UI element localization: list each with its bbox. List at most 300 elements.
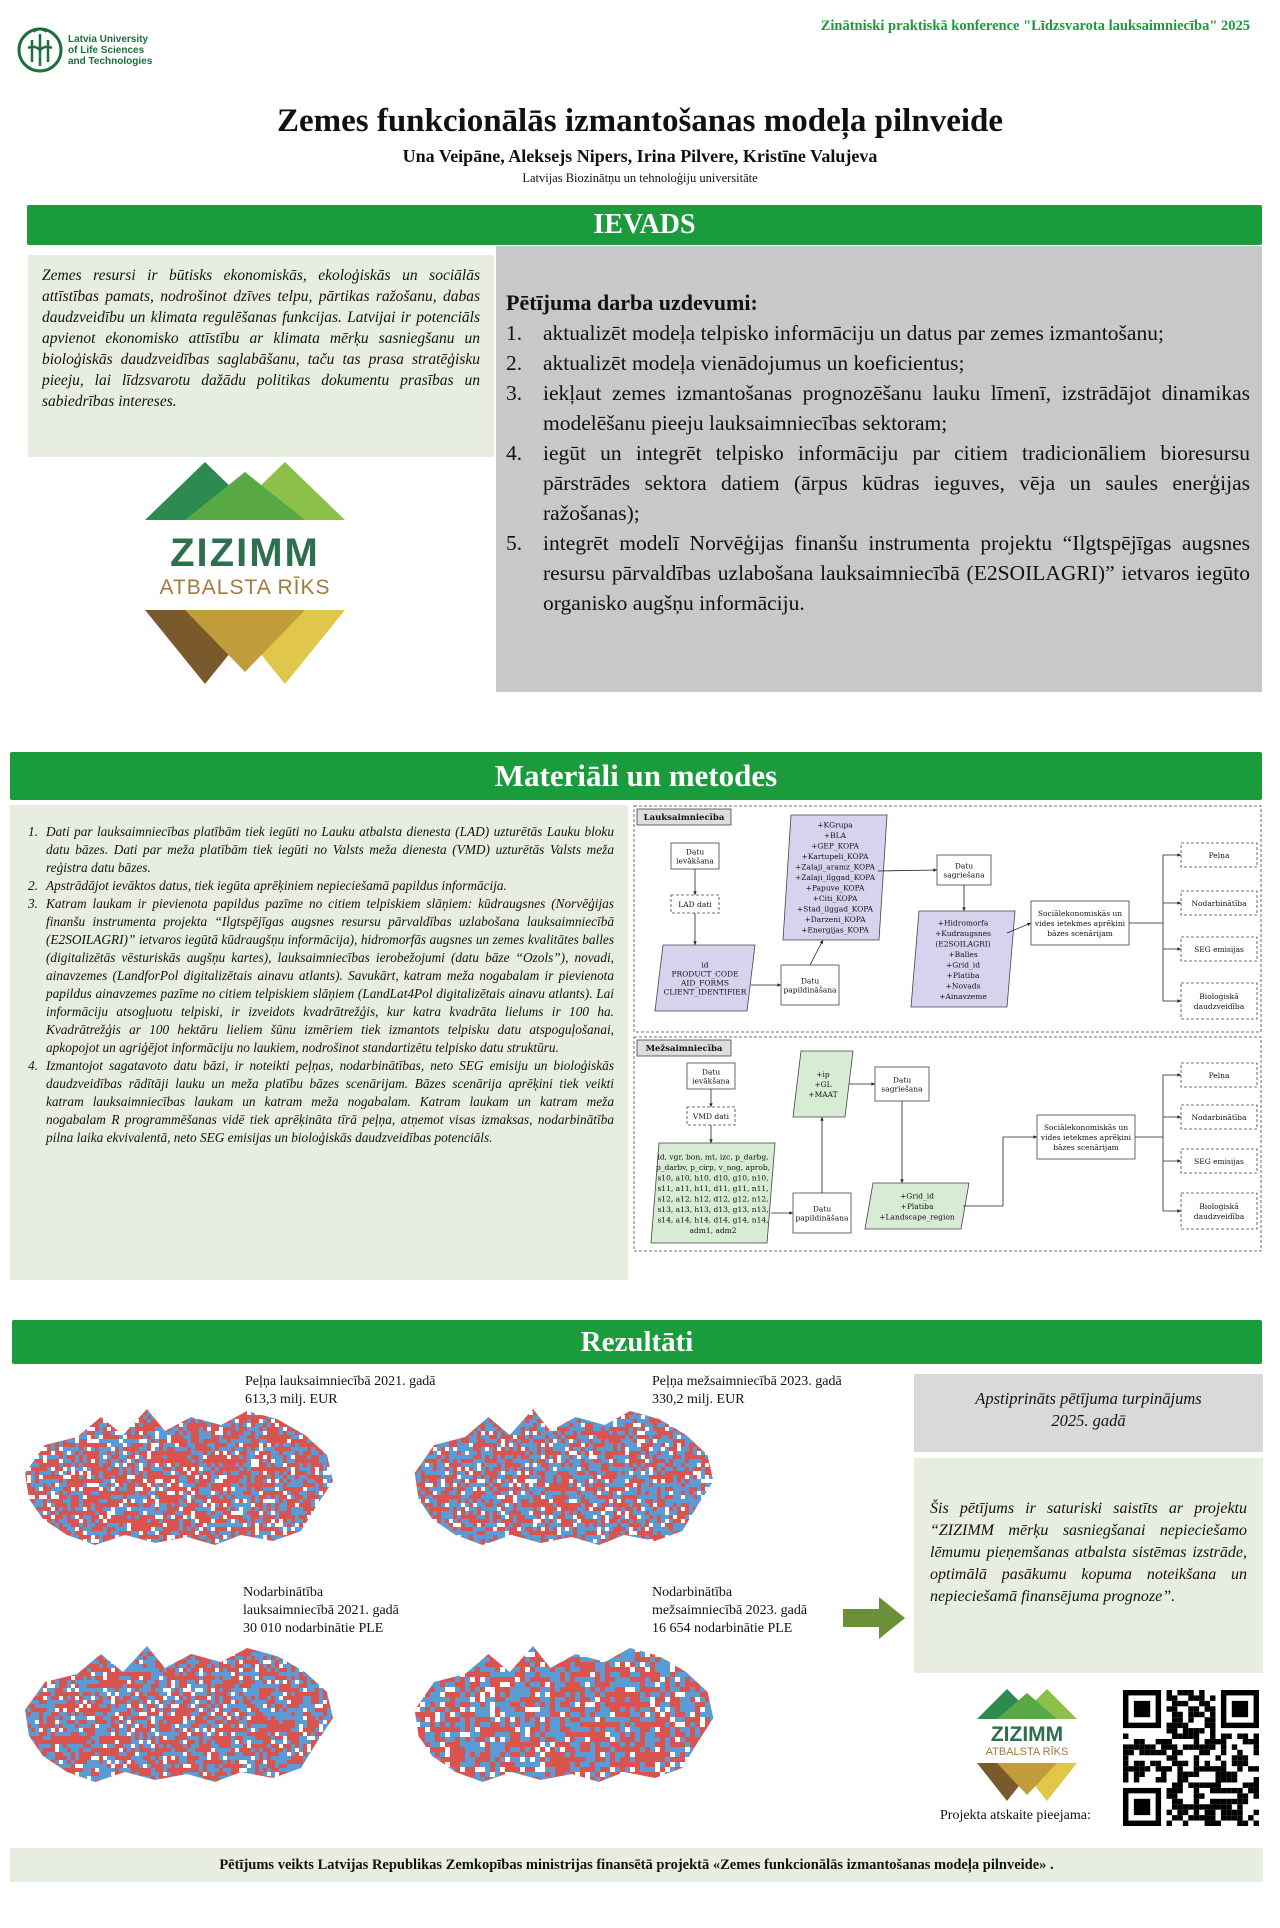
map-cell [693, 1415, 697, 1419]
map-cell [267, 1535, 271, 1539]
map-cell [127, 1535, 131, 1539]
map-cell [255, 1507, 259, 1511]
map-cell [299, 1539, 303, 1543]
map-cell [259, 1551, 263, 1555]
map-cell [139, 1395, 143, 1399]
map-cell [669, 1411, 673, 1415]
map-cell [215, 1435, 219, 1439]
map-cell [319, 1551, 323, 1555]
map-cell [537, 1435, 541, 1439]
map-cell [489, 1411, 493, 1415]
map-cell [625, 1443, 629, 1447]
map-cell [533, 1443, 537, 1447]
map-cell [673, 1483, 677, 1487]
map-cell [195, 1407, 199, 1411]
map-cell [505, 1439, 509, 1443]
map-cell [99, 1431, 103, 1435]
map-cell [203, 1431, 207, 1435]
map-cell [697, 1487, 701, 1491]
map-cell [275, 1411, 279, 1415]
map-cell [493, 1395, 497, 1399]
map-cell [629, 1467, 633, 1471]
map-cell [51, 1439, 55, 1443]
map-cell [283, 1395, 287, 1399]
map-cell [441, 1475, 445, 1479]
map-cell [425, 1491, 429, 1495]
map-cell [581, 1451, 585, 1455]
map-cell [331, 1455, 335, 1459]
map-cell [79, 1475, 83, 1479]
map-cell [55, 1407, 59, 1411]
map-cell [581, 1459, 585, 1463]
map-cell [449, 1475, 453, 1479]
map-cell [223, 1551, 227, 1555]
map-cell [613, 1471, 617, 1475]
map-cell [409, 1407, 413, 1411]
map-cell [509, 1459, 513, 1463]
map-cell [457, 1435, 461, 1439]
map-cell [287, 1467, 291, 1471]
map-cell [319, 1519, 323, 1523]
map-cell [421, 1447, 425, 1451]
map-cell [669, 1467, 673, 1471]
map-cell [215, 1523, 219, 1527]
map-cell [95, 1451, 99, 1455]
map-cell [625, 1411, 629, 1415]
map-cell [279, 1539, 283, 1543]
map-cell [151, 1539, 155, 1543]
map-cell [609, 1483, 613, 1487]
map-cell [509, 1475, 513, 1479]
map-cell [477, 1435, 481, 1439]
map-cell [617, 1403, 621, 1407]
map-cell [307, 1403, 311, 1407]
map-cell [613, 1395, 617, 1399]
map-cell [461, 1463, 465, 1467]
map-cell [219, 1443, 223, 1447]
map-cell [709, 1403, 713, 1407]
map-cell [669, 1475, 673, 1479]
map-cell [95, 1419, 99, 1423]
map-cell [409, 1403, 413, 1407]
map-cell [589, 1467, 593, 1471]
map-cell [453, 1459, 457, 1463]
map-cell [497, 1459, 501, 1463]
map-cell [243, 1551, 247, 1555]
map-cell [705, 1423, 709, 1427]
map-cell [191, 1443, 195, 1447]
map-cell [243, 1427, 247, 1431]
map-cell [115, 1487, 119, 1491]
map-cell [143, 1531, 147, 1535]
map-cell [279, 1403, 283, 1407]
map-cell [151, 1479, 155, 1483]
map-cell [143, 1463, 147, 1467]
map-cell [103, 1407, 107, 1411]
map-cell [23, 1399, 27, 1403]
map-cell [669, 1407, 673, 1411]
map-cell [159, 1395, 163, 1399]
map-cell [131, 1415, 135, 1419]
map-cell [83, 1515, 87, 1519]
task-item [506, 318, 1250, 348]
map-cell [227, 1499, 231, 1503]
map-cell [493, 1459, 497, 1463]
map-cell [717, 1439, 721, 1443]
map-cell [187, 1419, 191, 1423]
map-cell [501, 1407, 505, 1411]
map-cell [119, 1483, 123, 1487]
map-cell [417, 1447, 421, 1451]
map-cell [159, 1495, 163, 1499]
map-cell [47, 1395, 51, 1399]
map-cell [661, 1483, 665, 1487]
map-cell [59, 1523, 63, 1527]
map-cell [259, 1415, 263, 1419]
map-cell [311, 1395, 315, 1399]
map-cell [645, 1419, 649, 1423]
map-cell [485, 1439, 489, 1443]
map-cell [477, 1403, 481, 1407]
map-cell [461, 1435, 465, 1439]
map-cell [581, 1463, 585, 1467]
map-cell [585, 1447, 589, 1451]
map-cell [67, 1495, 71, 1499]
map-cell [263, 1419, 267, 1423]
map-cell [263, 1523, 267, 1527]
map-cell [175, 1495, 179, 1499]
map-cell [331, 1527, 335, 1531]
map-cell [597, 1399, 601, 1403]
map-cell [303, 1519, 307, 1523]
map-cell [203, 1483, 207, 1487]
map-cell [617, 1423, 621, 1427]
map-cell [63, 1427, 67, 1431]
flow-node-fields-text: CLIENT_IDENTIFIER [663, 987, 747, 997]
map-cell [633, 1471, 637, 1475]
map-cell [573, 1463, 577, 1467]
map-cell [721, 1499, 725, 1503]
map-cell [83, 1527, 87, 1531]
task-item [506, 528, 1250, 618]
map-cell [597, 1439, 601, 1443]
map-cell [227, 1479, 231, 1483]
map-cell [323, 1399, 327, 1403]
map-cell [175, 1467, 179, 1471]
map-cell [589, 1447, 593, 1451]
map-cell [693, 1479, 697, 1483]
map-cell [247, 1399, 251, 1403]
map-cell [59, 1427, 63, 1431]
map-cell [143, 1491, 147, 1495]
map-cell [537, 1467, 541, 1471]
map-cell [199, 1519, 203, 1523]
map-cell [107, 1423, 111, 1427]
map-cell [633, 1455, 637, 1459]
map-cell [609, 1451, 613, 1455]
map-cell [565, 1479, 569, 1483]
map-cell [509, 1423, 513, 1427]
map-cell [625, 1499, 629, 1503]
map-cell [47, 1407, 51, 1411]
map-cell [481, 1395, 485, 1399]
map-cell [315, 1535, 319, 1539]
map-cell [191, 1463, 195, 1467]
map-cell [613, 1431, 617, 1435]
map-cell [449, 1403, 453, 1407]
map-cell [549, 1479, 553, 1483]
map-cell [287, 1455, 291, 1459]
map-cell [569, 1419, 573, 1423]
map-cell [159, 1535, 163, 1539]
map-cell [705, 1403, 709, 1407]
map-cell [147, 1435, 151, 1439]
map-cell [493, 1415, 497, 1419]
map-cell [299, 1499, 303, 1503]
map-cell [489, 1471, 493, 1475]
map-cell [593, 1395, 597, 1399]
map-cell [493, 1423, 497, 1427]
map-cell [549, 1495, 553, 1499]
map-cell [565, 1399, 569, 1403]
map-cell [91, 1431, 95, 1435]
map-cell [255, 1435, 259, 1439]
map-cell [267, 1519, 271, 1523]
map-cell [609, 1467, 613, 1471]
map-cell [343, 1535, 345, 1539]
map-cell [307, 1399, 311, 1403]
map-cell [87, 1463, 91, 1467]
map-cell [327, 1443, 331, 1447]
map-cell [681, 1403, 685, 1407]
map-cell [477, 1455, 481, 1459]
map-cell [87, 1455, 91, 1459]
map-cell [131, 1431, 135, 1435]
map-cell [481, 1483, 485, 1487]
map-cell [155, 1551, 159, 1555]
map-cell [99, 1535, 103, 1539]
map-cell [175, 1451, 179, 1455]
map-cell [131, 1443, 135, 1447]
map-cell [613, 1443, 617, 1447]
map-cell [215, 1447, 219, 1451]
map-cell [323, 1411, 327, 1415]
map-cell [477, 1423, 481, 1427]
map-cell [433, 1487, 437, 1491]
map-cell [605, 1431, 609, 1435]
map-cell [541, 1403, 545, 1407]
map-cell [429, 1463, 433, 1467]
map-cell [469, 1395, 473, 1399]
map-cell [485, 1395, 489, 1399]
map-cell [175, 1463, 179, 1467]
map-cell [215, 1503, 219, 1507]
map-cell [55, 1503, 59, 1507]
map-cell [405, 1403, 409, 1407]
map-cell [243, 1407, 247, 1411]
map-cell [15, 1543, 19, 1547]
map-cell [457, 1443, 461, 1447]
map-cell [621, 1483, 625, 1487]
map-cell [569, 1459, 573, 1463]
map-cell [27, 1435, 31, 1439]
map-cell [255, 1475, 259, 1479]
map-cell [103, 1411, 107, 1415]
map-cell [135, 1423, 139, 1427]
map-cell [327, 1451, 331, 1455]
map-cell [227, 1511, 231, 1515]
map-cell [621, 1475, 625, 1479]
map-cell [183, 1411, 187, 1415]
map-cell [489, 1455, 493, 1459]
map-cell [295, 1547, 299, 1551]
map-cell [143, 1451, 147, 1455]
map-cell [585, 1415, 589, 1419]
map-cell [645, 1487, 649, 1491]
map-cell [35, 1507, 39, 1511]
map-cell [279, 1479, 283, 1483]
map-cell [15, 1487, 19, 1491]
map-cell [23, 1431, 27, 1435]
map-cell [677, 1491, 681, 1495]
map-cell [565, 1471, 569, 1475]
map-cell [107, 1479, 111, 1483]
map-cell [637, 1399, 641, 1403]
map-cell [259, 1427, 263, 1431]
map-cell [449, 1439, 453, 1443]
map-cell [709, 1395, 713, 1399]
map-cell [637, 1419, 641, 1423]
map-cell [577, 1499, 581, 1503]
map-cell [685, 1403, 689, 1407]
map-cell [513, 1483, 517, 1487]
map-cell [263, 1531, 267, 1535]
map-cell [295, 1443, 299, 1447]
map-cell [275, 1435, 279, 1439]
map-cell [71, 1499, 75, 1503]
map-cell [481, 1491, 485, 1495]
map-cell [79, 1451, 83, 1455]
map-cell [465, 1483, 469, 1487]
map-cell [179, 1543, 183, 1547]
map-cell [533, 1475, 537, 1479]
map-cell [713, 1447, 717, 1451]
map-cell [677, 1403, 681, 1407]
map-cell [187, 1455, 191, 1459]
map-cell [239, 1419, 243, 1423]
map-cell [271, 1439, 275, 1443]
map-cell [561, 1463, 565, 1467]
map-cell [147, 1443, 151, 1447]
map-cell [159, 1459, 163, 1463]
map-cell [159, 1427, 163, 1431]
map-cell [243, 1487, 247, 1491]
map-cell [657, 1395, 661, 1399]
map-cell [319, 1547, 323, 1551]
map-cell [717, 1451, 721, 1455]
map-cell [211, 1407, 215, 1411]
map-cell [211, 1487, 215, 1491]
map-cell [433, 1415, 437, 1419]
map-cell [95, 1531, 99, 1535]
map-cell [111, 1527, 115, 1531]
map-cell [465, 1447, 469, 1451]
map-cell [187, 1507, 191, 1511]
map-cell [529, 1431, 533, 1435]
map-cell [71, 1511, 75, 1515]
map-cell [43, 1411, 47, 1415]
map-cell [565, 1499, 569, 1503]
map-cell [47, 1471, 51, 1475]
map-cell [593, 1459, 597, 1463]
map-cell [303, 1499, 307, 1503]
map-cell [657, 1431, 661, 1435]
map-cell [331, 1483, 335, 1487]
flow-label-forest-text: Mežsaimniecība [645, 1044, 723, 1054]
map-cell [485, 1479, 489, 1483]
map-cell [51, 1403, 55, 1407]
map-cell [47, 1551, 51, 1555]
map-cell [199, 1503, 203, 1507]
map-cell [589, 1419, 593, 1423]
map-cell [649, 1475, 653, 1479]
map-cell [235, 1519, 239, 1523]
map-cell [429, 1467, 433, 1471]
map-cell [179, 1531, 183, 1535]
map-cell [163, 1431, 167, 1435]
map-cell [39, 1443, 43, 1447]
map-cell [589, 1499, 593, 1503]
map-cell [203, 1403, 207, 1407]
map-cell [283, 1483, 287, 1487]
map-cell [561, 1475, 565, 1479]
map-cell [47, 1443, 51, 1447]
map-cell [323, 1415, 327, 1419]
map-cell [263, 1459, 267, 1463]
map-cell [569, 1471, 573, 1475]
map-cell [207, 1403, 211, 1407]
map-cell [255, 1483, 259, 1487]
map-cell [569, 1467, 573, 1471]
map-cell [429, 1419, 433, 1423]
map-cell [215, 1459, 219, 1463]
map-cell [641, 1467, 645, 1471]
map-cell [561, 1423, 565, 1427]
map-cell [449, 1443, 453, 1447]
map-cell [609, 1427, 613, 1431]
map-cell [645, 1463, 649, 1467]
map-cell [123, 1415, 127, 1419]
map-cell [239, 1495, 243, 1499]
map-cell [295, 1455, 299, 1459]
map-cell [621, 1467, 625, 1471]
map-cell [239, 1451, 243, 1455]
map-cell [15, 1503, 19, 1507]
flow-node-layers-text: +Kudraugsnes [934, 928, 992, 938]
map-cell [291, 1475, 295, 1479]
flow-node-layers-text: +Landscape_region [879, 1212, 955, 1222]
map-cell [95, 1523, 99, 1527]
map-cell [425, 1451, 429, 1455]
map-cell [103, 1443, 107, 1447]
map-cell [569, 1415, 573, 1419]
map-cell [135, 1491, 139, 1495]
map-cell [705, 1435, 709, 1439]
map-cell [609, 1479, 613, 1483]
university-name-line: Latvia University [68, 34, 149, 45]
map-cell [99, 1471, 103, 1475]
map-cell [689, 1403, 693, 1407]
